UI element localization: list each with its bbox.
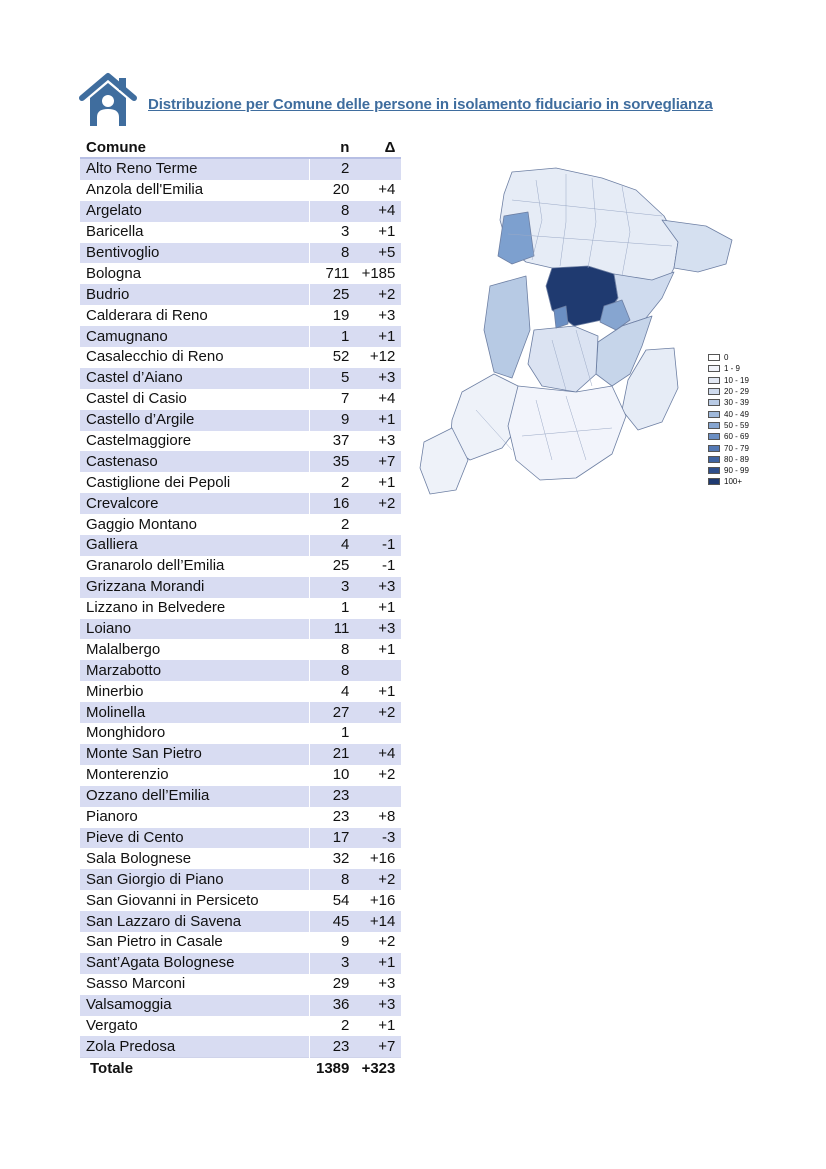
cell-delta: +3 xyxy=(355,577,401,598)
cell-comune: Monterenzio xyxy=(80,765,310,786)
legend-swatch xyxy=(708,445,720,452)
cell-delta: +4 xyxy=(355,744,401,765)
cell-n: 2 xyxy=(310,1016,356,1037)
total-row xyxy=(80,1058,401,1079)
comune-table xyxy=(80,137,401,1079)
table-row xyxy=(80,284,401,305)
cell-delta: +1 xyxy=(355,326,401,347)
cell-delta: +1 xyxy=(355,953,401,974)
cell-n: 25 xyxy=(310,556,356,577)
cell-delta: +1 xyxy=(355,639,401,660)
header-comune: Comune xyxy=(80,137,310,158)
cell-delta: +1 xyxy=(355,410,401,431)
cell-delta: -1 xyxy=(355,556,401,577)
table-row xyxy=(80,180,401,201)
cell-comune: Monte San Pietro xyxy=(80,744,310,765)
cell-comune: Gaggio Montano xyxy=(80,514,310,535)
total-label: Totale xyxy=(80,1058,310,1079)
legend-item xyxy=(708,397,749,408)
cell-n: 2 xyxy=(310,514,356,535)
cell-n: 4 xyxy=(310,681,356,702)
table-row xyxy=(80,368,401,389)
cell-delta: +7 xyxy=(355,1036,401,1057)
legend-label: 80 - 89 xyxy=(724,454,749,464)
cell-n: 36 xyxy=(310,995,356,1016)
cell-comune: Castel di Casio xyxy=(80,389,310,410)
cell-comune: San Giovanni in Persiceto xyxy=(80,890,310,911)
table-row xyxy=(80,263,401,284)
table-row xyxy=(80,535,401,556)
cell-delta: +3 xyxy=(355,974,401,995)
table-row xyxy=(80,1036,401,1057)
cell-delta xyxy=(355,723,401,744)
table-row xyxy=(80,723,401,744)
cell-comune: Baricella xyxy=(80,222,310,243)
cell-n: 23 xyxy=(310,1036,356,1057)
map-region-casalecchio xyxy=(554,306,568,328)
house-person-icon xyxy=(78,72,138,128)
cell-delta: +2 xyxy=(355,869,401,890)
table-body xyxy=(80,158,401,1058)
cell-comune: Bologna xyxy=(80,263,310,284)
cell-delta: +16 xyxy=(355,848,401,869)
cell-n: 32 xyxy=(310,848,356,869)
cell-n: 1 xyxy=(310,723,356,744)
cell-n: 27 xyxy=(310,702,356,723)
legend-label: 100+ xyxy=(724,477,743,487)
cell-comune: San Pietro in Casale xyxy=(80,932,310,953)
table-row xyxy=(80,493,401,514)
legend-swatch xyxy=(708,478,720,485)
cell-n: 37 xyxy=(310,431,356,452)
table-row xyxy=(80,744,401,765)
table-row xyxy=(80,305,401,326)
table-row xyxy=(80,158,401,180)
legend-item xyxy=(708,442,749,453)
cell-delta: +5 xyxy=(355,243,401,264)
cell-comune: Lizzano in Belvedere xyxy=(80,598,310,619)
legend-label: 60 - 69 xyxy=(724,432,749,442)
table-row xyxy=(80,639,401,660)
cell-delta: +12 xyxy=(355,347,401,368)
table-row xyxy=(80,828,401,849)
table-row xyxy=(80,472,401,493)
legend-swatch xyxy=(708,456,720,463)
cell-comune: Sant’Agata Bolognese xyxy=(80,953,310,974)
cell-n: 23 xyxy=(310,786,356,807)
cell-delta: +4 xyxy=(355,180,401,201)
table-row xyxy=(80,807,401,828)
cell-delta: +3 xyxy=(355,619,401,640)
cell-n: 29 xyxy=(310,974,356,995)
cell-n: 9 xyxy=(310,932,356,953)
cell-n: 10 xyxy=(310,765,356,786)
cell-comune: Argelato xyxy=(80,201,310,222)
cell-n: 8 xyxy=(310,639,356,660)
cell-comune: Loiano xyxy=(80,619,310,640)
map-legend xyxy=(708,352,749,488)
cell-comune: Castel d’Aiano xyxy=(80,368,310,389)
header-delta: Δ xyxy=(355,137,401,158)
cell-comune: Granarolo dell’Emilia xyxy=(80,556,310,577)
cell-n: 52 xyxy=(310,347,356,368)
cell-delta: +3 xyxy=(355,995,401,1016)
table-row xyxy=(80,848,401,869)
legend-item xyxy=(708,408,749,419)
table-row xyxy=(80,765,401,786)
cell-delta xyxy=(355,514,401,535)
cell-comune: Castello d’Argile xyxy=(80,410,310,431)
cell-comune: Valsamoggia xyxy=(80,995,310,1016)
cell-comune: Galliera xyxy=(80,535,310,556)
cell-delta: +7 xyxy=(355,451,401,472)
cell-n: 7 xyxy=(310,389,356,410)
map-region-northwest xyxy=(498,212,534,264)
cell-n: 2 xyxy=(310,472,356,493)
table-row xyxy=(80,1016,401,1037)
legend-label: 40 - 49 xyxy=(724,409,749,419)
cell-n: 5 xyxy=(310,368,356,389)
cell-n: 8 xyxy=(310,201,356,222)
legend-swatch xyxy=(708,388,720,395)
table-row xyxy=(80,786,401,807)
cell-comune: Sasso Marconi xyxy=(80,974,310,995)
cell-delta: +2 xyxy=(355,284,401,305)
cell-n: 11 xyxy=(310,619,356,640)
legend-label: 70 - 79 xyxy=(724,443,749,453)
legend-label: 10 - 19 xyxy=(724,375,749,385)
table-row xyxy=(80,598,401,619)
cell-delta: +2 xyxy=(355,765,401,786)
cell-delta: +1 xyxy=(355,472,401,493)
cell-delta: +16 xyxy=(355,890,401,911)
province-map xyxy=(416,160,736,500)
legend-item xyxy=(708,431,749,442)
cell-comune: San Lazzaro di Savena xyxy=(80,911,310,932)
cell-delta: +1 xyxy=(355,222,401,243)
cell-delta xyxy=(355,660,401,681)
cell-n: 45 xyxy=(310,911,356,932)
legend-swatch xyxy=(708,422,720,429)
cell-n: 35 xyxy=(310,451,356,472)
legend-item xyxy=(708,363,749,374)
cell-comune: Camugnano xyxy=(80,326,310,347)
cell-comune: Bentivoglio xyxy=(80,243,310,264)
table-row xyxy=(80,932,401,953)
cell-n: 4 xyxy=(310,535,356,556)
table-row xyxy=(80,451,401,472)
cell-delta: +4 xyxy=(355,201,401,222)
page-title: Distribuzione per Comune delle persone in isolamento fiduciario in sorveglianza xyxy=(148,96,713,113)
cell-n: 23 xyxy=(310,807,356,828)
legend-item xyxy=(708,420,749,431)
cell-n: 17 xyxy=(310,828,356,849)
cell-comune: Grizzana Morandi xyxy=(80,577,310,598)
table-row xyxy=(80,222,401,243)
legend-item xyxy=(708,352,749,363)
legend-label: 1 - 9 xyxy=(724,364,741,374)
cell-delta: +2 xyxy=(355,702,401,723)
cell-delta: +8 xyxy=(355,807,401,828)
cell-n: 1 xyxy=(310,326,356,347)
cell-n: 2 xyxy=(310,158,356,180)
cell-delta: +4 xyxy=(355,389,401,410)
cell-n: 8 xyxy=(310,660,356,681)
table-row xyxy=(80,619,401,640)
legend-label: 50 - 59 xyxy=(724,420,749,430)
cell-delta xyxy=(355,786,401,807)
legend-label: 20 - 29 xyxy=(724,387,749,397)
legend-swatch xyxy=(708,377,720,384)
cell-n: 3 xyxy=(310,577,356,598)
cell-comune: Molinella xyxy=(80,702,310,723)
cell-n: 8 xyxy=(310,243,356,264)
table-row xyxy=(80,389,401,410)
table-row xyxy=(80,431,401,452)
cell-comune: Crevalcore xyxy=(80,493,310,514)
cell-delta: +1 xyxy=(355,681,401,702)
legend-swatch xyxy=(708,365,720,372)
legend-swatch xyxy=(708,354,720,361)
table-row xyxy=(80,243,401,264)
total-delta: +323 xyxy=(355,1058,401,1079)
legend-item xyxy=(708,476,749,487)
table-row xyxy=(80,577,401,598)
cell-delta: +2 xyxy=(355,932,401,953)
table-row xyxy=(80,911,401,932)
cell-comune: Monghidoro xyxy=(80,723,310,744)
cell-delta: +1 xyxy=(355,598,401,619)
cell-n: 8 xyxy=(310,869,356,890)
legend-item xyxy=(708,465,749,476)
cell-n: 21 xyxy=(310,744,356,765)
cell-comune: Vergato xyxy=(80,1016,310,1037)
cell-comune: Zola Predosa xyxy=(80,1036,310,1057)
cell-n: 20 xyxy=(310,180,356,201)
cell-comune: Minerbio xyxy=(80,681,310,702)
table-row xyxy=(80,556,401,577)
cell-delta: -1 xyxy=(355,535,401,556)
table-row xyxy=(80,410,401,431)
total-n: 1389 xyxy=(310,1058,356,1079)
table-row xyxy=(80,974,401,995)
table-row xyxy=(80,702,401,723)
map-region-west xyxy=(484,276,530,378)
legend-swatch xyxy=(708,399,720,406)
table-row xyxy=(80,660,401,681)
table-header-row xyxy=(80,137,401,158)
legend-swatch xyxy=(708,411,720,418)
cell-comune: Alto Reno Terme xyxy=(80,158,310,180)
cell-n: 16 xyxy=(310,493,356,514)
cell-delta: +2 xyxy=(355,493,401,514)
cell-n: 711 xyxy=(310,263,356,284)
table-row xyxy=(80,890,401,911)
cell-delta: +3 xyxy=(355,431,401,452)
cell-comune: Castenaso xyxy=(80,451,310,472)
cell-comune: Budrio xyxy=(80,284,310,305)
table-row xyxy=(80,995,401,1016)
legend-item xyxy=(708,375,749,386)
table-row xyxy=(80,201,401,222)
cell-delta: +14 xyxy=(355,911,401,932)
table-row xyxy=(80,514,401,535)
legend-item xyxy=(708,386,749,397)
cell-comune: Calderara di Reno xyxy=(80,305,310,326)
cell-comune: Pianoro xyxy=(80,807,310,828)
table-row xyxy=(80,326,401,347)
cell-delta: +185 xyxy=(355,263,401,284)
cell-comune: Casalecchio di Reno xyxy=(80,347,310,368)
cell-n: 25 xyxy=(310,284,356,305)
legend-swatch xyxy=(708,433,720,440)
cell-delta xyxy=(355,158,401,180)
legend-label: 0 xyxy=(724,353,729,363)
cell-delta: -3 xyxy=(355,828,401,849)
cell-n: 19 xyxy=(310,305,356,326)
table-row xyxy=(80,953,401,974)
cell-n: 3 xyxy=(310,953,356,974)
cell-n: 3 xyxy=(310,222,356,243)
header-n: n xyxy=(310,137,356,158)
cell-comune: Pieve di Cento xyxy=(80,828,310,849)
cell-comune: San Giorgio di Piano xyxy=(80,869,310,890)
table-row xyxy=(80,681,401,702)
cell-comune: Castiglione dei Pepoli xyxy=(80,472,310,493)
cell-comune: Ozzano dell’Emilia xyxy=(80,786,310,807)
legend-label: 30 - 39 xyxy=(724,398,749,408)
cell-n: 9 xyxy=(310,410,356,431)
map-region-south xyxy=(508,386,626,480)
legend-swatch xyxy=(708,467,720,474)
legend-item xyxy=(708,454,749,465)
cell-comune: Sala Bolognese xyxy=(80,848,310,869)
legend-label: 90 - 99 xyxy=(724,466,749,476)
cell-delta: +1 xyxy=(355,1016,401,1037)
cell-n: 54 xyxy=(310,890,356,911)
map-region-south-central xyxy=(528,326,598,392)
cell-delta: +3 xyxy=(355,305,401,326)
table-row xyxy=(80,347,401,368)
cell-n: 1 xyxy=(310,598,356,619)
cell-comune: Castelmaggiore xyxy=(80,431,310,452)
cell-comune: Marzabotto xyxy=(80,660,310,681)
cell-delta: +3 xyxy=(355,368,401,389)
table-row xyxy=(80,869,401,890)
cell-comune: Malalbergo xyxy=(80,639,310,660)
cell-comune: Anzola dell'Emilia xyxy=(80,180,310,201)
